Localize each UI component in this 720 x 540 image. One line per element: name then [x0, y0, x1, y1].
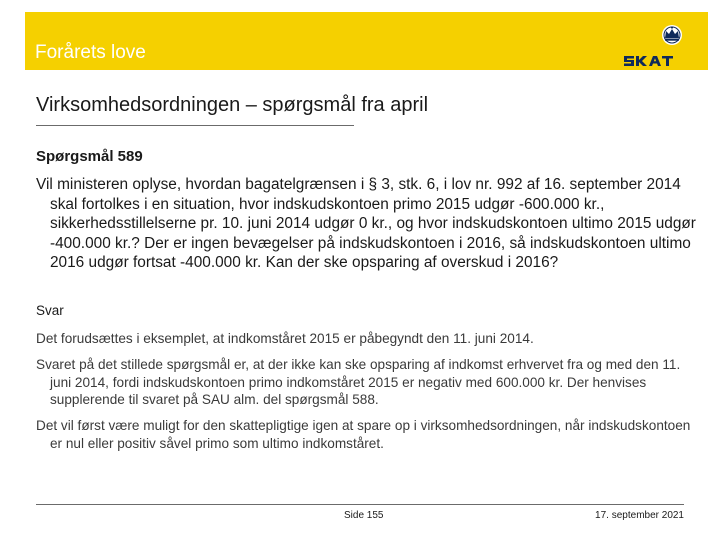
presentation-title: Forårets love: [35, 42, 146, 63]
answer-heading: Svar: [36, 303, 64, 318]
footer-date: 17. september 2021: [595, 510, 684, 521]
question-heading: Spørgsmål 589: [36, 148, 143, 165]
answer-paragraph-1: Det forudsættes i eksemplet, at indkomståret 2015 er påbegyndt den 11. juni 2014.: [36, 331, 534, 346]
footer-divider: [36, 504, 684, 505]
question-text: Vil ministeren oplyse, hvordan bagatelgrænsen i § 3, stk. 6, i lov nr. 992 af 16. september 2014 skal fortolkes i en situation, hvor indskudskontoen primo 2015 udgør -600.000 kr., sikkerhedsstillelserne pr. 10. juni 2014 udgør 0 kr., og hvor indskudskontoen ultimo 2015 udgør -400.000 kr.? Der er ingen bevægelser på indskudskontoen i 2016, så indskudskontoen ultimo 2016 udgør fortsat -400.000 kr. Kan der ske opsparing af overskud i 2016?: [36, 176, 696, 271]
skat-logo: [622, 20, 692, 68]
answer-paragraph-3: Det vil først være muligt for den skattepligtige igen at spare op i virksomhedsordningen, når indskudskontoen er nul eller positiv såvel primo som ultimo indkomståret.: [36, 418, 691, 451]
answer-paragraph-2: Svaret på det stillede spørgsmål er, at der ikke kan ske opsparing af indkomst erhvervet fra og med den 11. juni 2014, fordi indskudskontoen primo indkomståret 2015 er negativ med 600.000 kr. Der henvises supplerende til svaret på SAU alm. del spørgsmål 588.: [36, 357, 681, 407]
title-divider: [36, 125, 354, 126]
slide-title: Virksomhedsordningen – spørgsmål fra april: [36, 94, 429, 116]
crown-icon: [662, 25, 682, 45]
header-bar: [25, 12, 708, 70]
skat-wordmark: [624, 56, 673, 66]
page-number: Side 155: [344, 510, 384, 521]
